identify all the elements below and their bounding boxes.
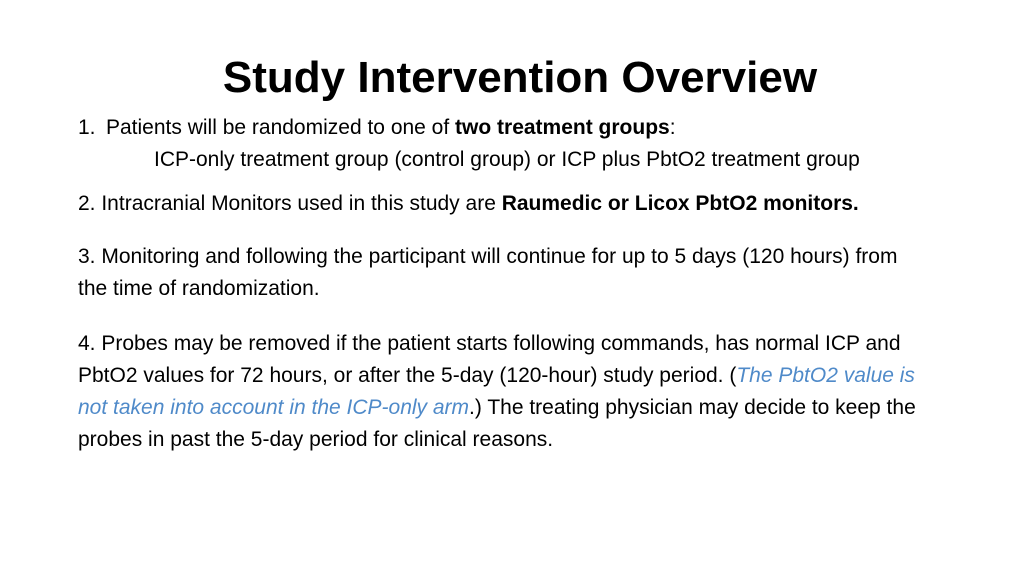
slide-title: Study Intervention Overview (222, 53, 818, 102)
list-item-2 (78, 188, 968, 220)
list-item-1-bold: two treatment groups (455, 116, 670, 139)
list-item-4-note: The PbtO2 value is not taken into account in the ICP-only arm (78, 364, 915, 419)
list-item-2-text: 2. Intracranial Monitors used in this study are (78, 192, 502, 215)
list-item-3-text: 3. Monitoring and following the participant will continue for up to 5 days (120 hours) from the time of randomization. (78, 245, 898, 300)
list-item-2-bold: Raumedic or Licox PbtO2 monitors. (501, 192, 859, 215)
list-item-1-subtext: ICP-only treatment group (control group) or ICP plus PbtO2 treatment group (154, 148, 860, 171)
list-item-1 (78, 112, 968, 144)
list-item-4 (78, 328, 928, 456)
list-item-3 (78, 241, 908, 305)
list-item-1-colon: : (669, 116, 676, 139)
list-item-4-text: 4. Probes may be removed if the patient starts following commands, has normal ICP and PbtO2 values for 72 hours, or after the 5-day (120-hour) study period. ( (78, 332, 901, 387)
list-item-1-text: Patients will be randomized to one of (106, 116, 456, 139)
list-item-1-number: 1. (78, 116, 96, 139)
list-item-4-text-end: .) The treating physician may decide to keep the probes in past the 5-day period for clinical reasons. (78, 396, 916, 451)
